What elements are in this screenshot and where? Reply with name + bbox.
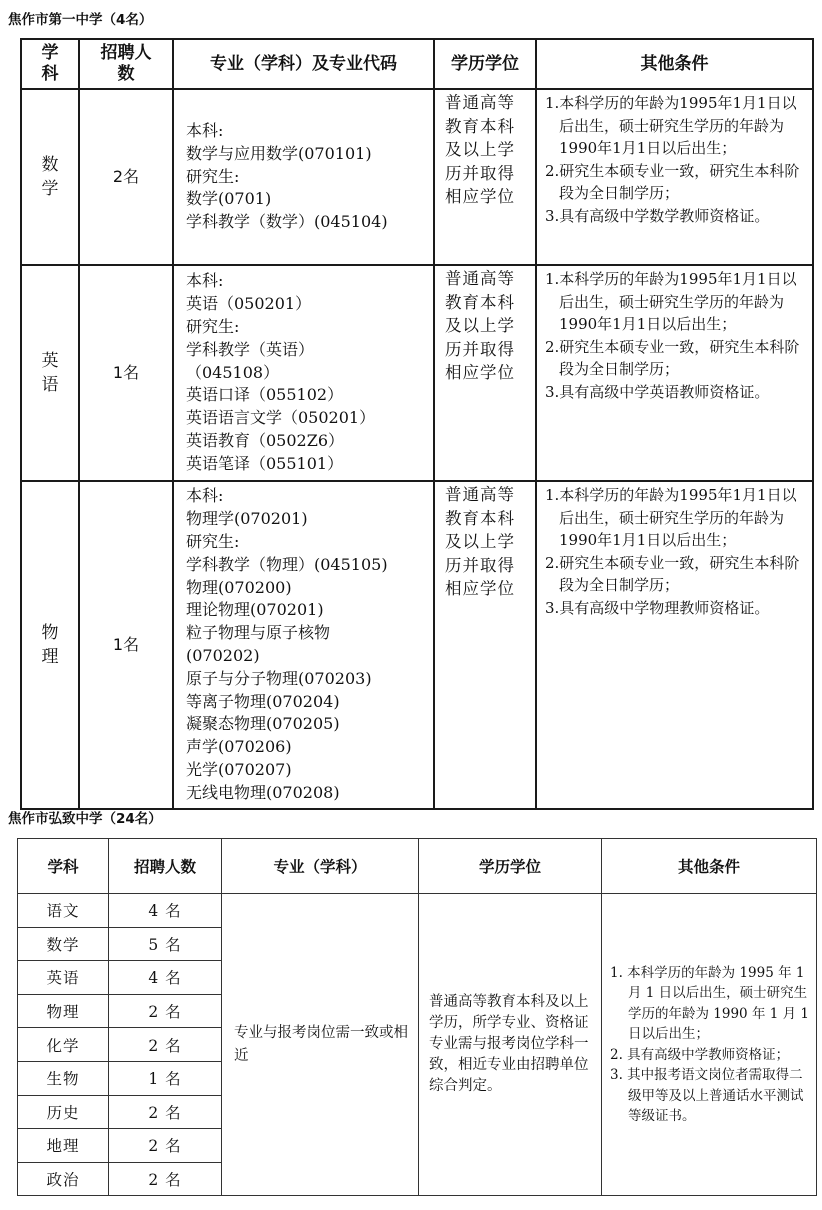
table-row — [21, 265, 813, 481]
header-major: 专业（学科） — [222, 839, 419, 894]
header-other: 其他条件 — [536, 39, 813, 89]
degree-cell: 普通高等 教育本科 及以上学 历并取得 相应学位 — [434, 265, 536, 481]
count-cell: 4 名 — [109, 894, 222, 928]
other-conditions-cell: 1.本科学历的年龄为1995年1月1日以后出生，硕士研究生学历的年龄为1990年1月1日以后出生； 2.研究生本硕专业一致，研究生本科阶段为全日制学历； 3.具有高级中学物理教师资格证。 — [536, 481, 813, 809]
major-cell: 本科: 英语（050201） 研究生: 学科教学（英语） （045108） 英语口译（055102） 英语语言文学（050201） 英语教育（0502Z6） 英语笔译（055101） — [173, 265, 434, 481]
subject-cell: 数 学 — [21, 89, 79, 265]
major-cell: 本科: 数学与应用数学(070101) 研究生: 数学(0701) 学科教学（数学）(045104) — [173, 89, 434, 265]
count-cell: 1名 — [79, 265, 173, 481]
header-other: 其他条件 — [602, 839, 817, 894]
header-major: 专业（学科）及专业代码 — [173, 39, 434, 89]
degree-cell: 普通高等 教育本科 及以上学 历并取得 相应学位 — [434, 481, 536, 809]
subject-cell: 历史 — [18, 1095, 109, 1129]
count-cell: 1名 — [79, 481, 173, 809]
major-cell: 专业与报考岗位需一致或相近 — [222, 894, 419, 1196]
count-cell: 2名 — [79, 89, 173, 265]
subject-cell: 语文 — [18, 894, 109, 928]
table-row — [21, 481, 813, 809]
count-cell: 2 名 — [109, 1162, 222, 1196]
subject-cell: 化学 — [18, 1028, 109, 1062]
header-degree: 学历学位 — [434, 39, 536, 89]
subject-cell: 英 语 — [21, 265, 79, 481]
degree-cell: 普通高等 教育本科 及以上学 历并取得 相应学位 — [434, 89, 536, 265]
count-cell: 4 名 — [109, 961, 222, 995]
degree-cell: 普通高等教育本科及以上学历，所学专业、资格证专业需与报考岗位学科一致，相近专业由招聘单位综合判定。 — [419, 894, 602, 1196]
table-row — [18, 894, 817, 928]
recruitment-table-school1 — [20, 38, 814, 810]
subject-cell: 英语 — [18, 961, 109, 995]
subject-cell: 生物 — [18, 1061, 109, 1095]
subject-cell: 物 理 — [21, 481, 79, 809]
section-title-school1: 焦作市第一中学（4名） — [8, 12, 153, 28]
other-conditions-cell: 1.本科学历的年龄为1995年1月1日以后出生，硕士研究生学历的年龄为1990年1月1日以后出生； 2.研究生本硕专业一致，研究生本科阶段为全日制学历； 3.具有高级中学英语教师资格证。 — [536, 265, 813, 481]
other-conditions-cell: 1.本科学历的年龄为1995年1月1日以后出生，硕士研究生学历的年龄为1990年1月1日以后出生； 2.研究生本硕专业一致，研究生本科阶段为全日制学历； 3.具有高级中学数学教师资格证。 — [536, 89, 813, 265]
subject-cell: 地理 — [18, 1129, 109, 1163]
header-subject: 学科 — [18, 839, 109, 894]
header-degree: 学历学位 — [419, 839, 602, 894]
major-cell: 本科: 物理学(070201) 研究生: 学科教学（物理）(045105) 物理(070200) 理论物理(070201) 粒子物理与原子核物 (070202) 原子与分子物理(070203) 等离子物理(070204) 凝聚态物理(070205) 声学(070206) 光学(070207) 无线电物理(070208) — [173, 481, 434, 809]
header-subject: 学 科 — [21, 39, 79, 89]
table-header-row — [21, 39, 813, 89]
count-cell: 5 名 — [109, 927, 222, 961]
count-cell: 2 名 — [109, 1095, 222, 1129]
section-title-school2: 焦作市弘致中学（24名） — [8, 811, 162, 827]
count-cell: 2 名 — [109, 994, 222, 1028]
table-row — [21, 89, 813, 265]
header-count: 招聘人 数 — [79, 39, 173, 89]
subject-cell: 数学 — [18, 927, 109, 961]
header-count: 招聘人数 — [109, 839, 222, 894]
count-cell: 2 名 — [109, 1129, 222, 1163]
other-conditions-cell: 1. 本科学历的年龄为 1995 年 1 月 1 日以后出生，硕士研究生学历的年龄为 1990 年 1 月 1 日以后出生； 2. 具有高级中学教师资格证； 3. 其中报考语文岗位者需取得二级甲等及以上普通话水平测试等级证书。 — [602, 894, 817, 1196]
count-cell: 1 名 — [109, 1061, 222, 1095]
subject-cell: 物理 — [18, 994, 109, 1028]
recruitment-table-school2 — [17, 838, 817, 1196]
table-header-row — [18, 839, 817, 894]
count-cell: 2 名 — [109, 1028, 222, 1062]
subject-cell: 政治 — [18, 1162, 109, 1196]
